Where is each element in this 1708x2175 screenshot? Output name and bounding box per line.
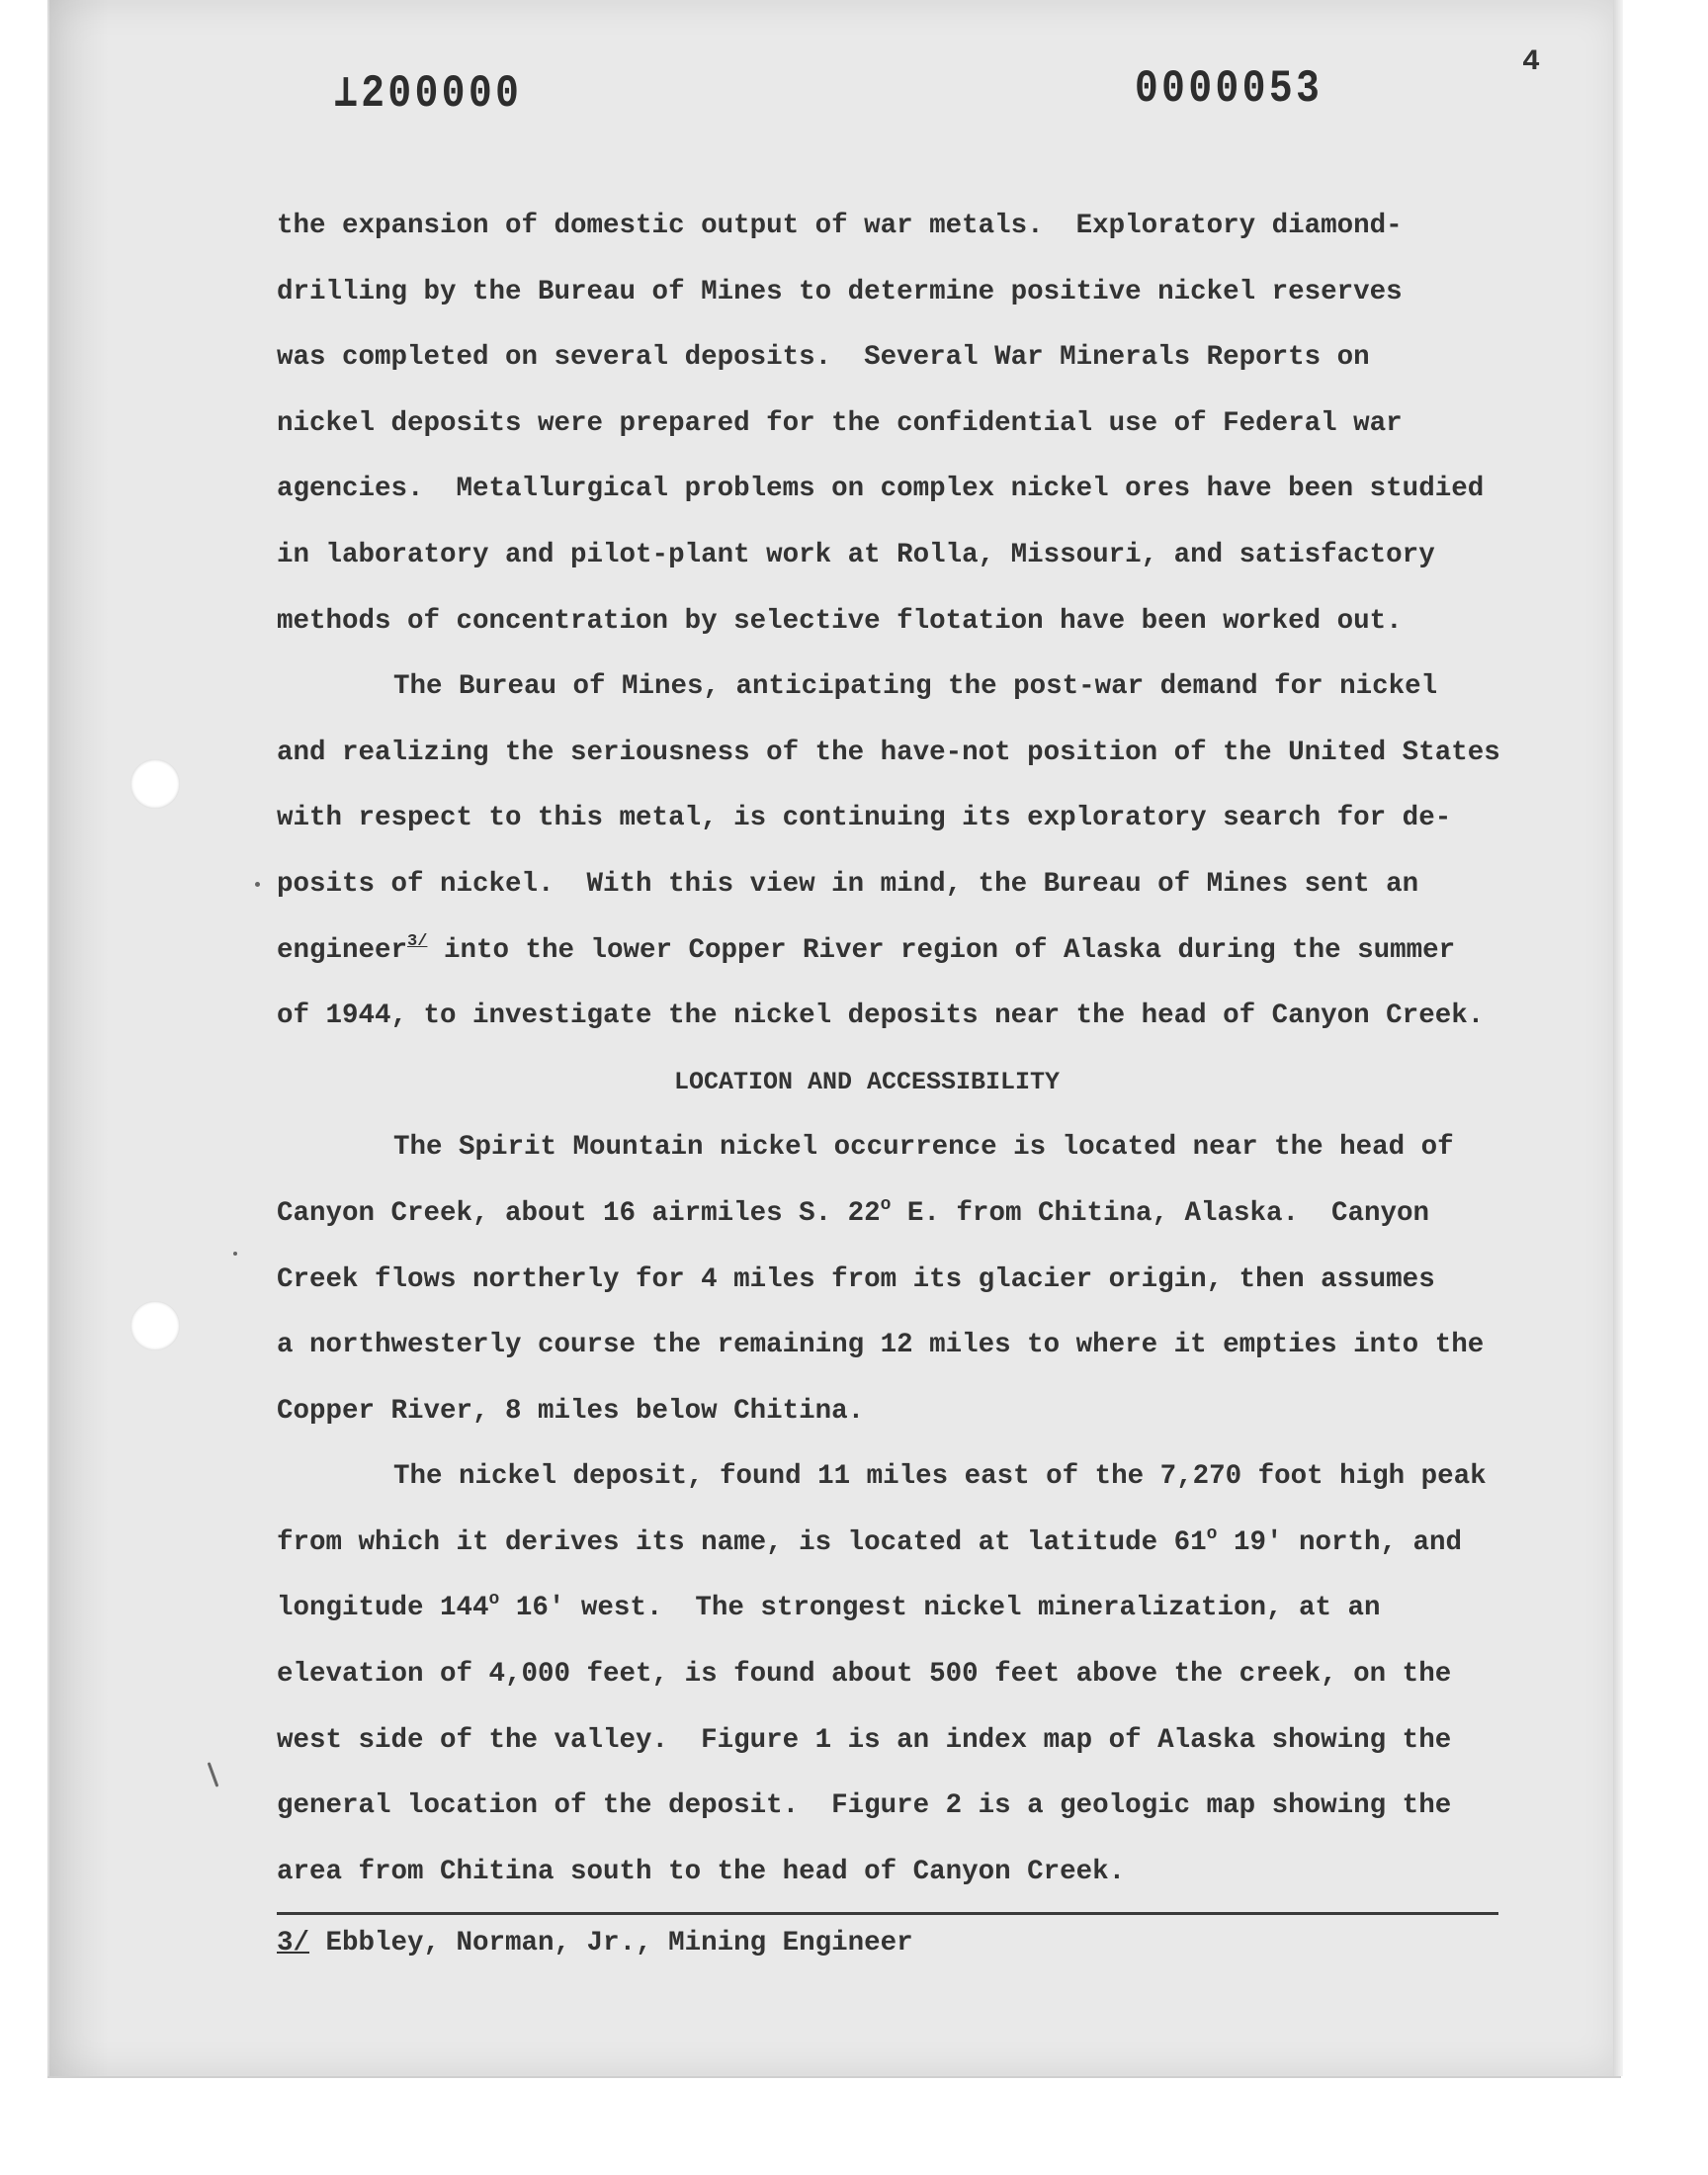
document-body [277, 194, 1532, 1905]
text-line: general location of the deposit. Figure 2 is a geologic map showing the [277, 1790, 1452, 1822]
text-line: The Bureau of Mines, anticipating the post-war demand for nickel [393, 671, 1438, 703]
text-fragment: 16' west. The strongest nickel mineralization, at an [499, 1593, 1381, 1624]
text-line [277, 918, 1532, 985]
text-line [277, 1576, 1532, 1642]
text-line: drilling by the Bureau of Mines to determine positive nickel reserves [277, 276, 1403, 307]
text-line: Creek flows northerly for 4 miles from its glacier origin, then assumes [277, 1263, 1435, 1295]
text-line: in laboratory and pilot-plant work at Rolla, Missouri, and satisfactory [277, 539, 1435, 570]
text-line: posits of nickel. With this view in mind, the Bureau of Mines sent an [277, 868, 1419, 900]
footnote [277, 1928, 913, 1958]
text-line: a northwesterly course the remaining 12 miles to where it empties into the [277, 1330, 1485, 1361]
text-line: the expansion of domestic output of war metals. Exploratory diamond- [277, 211, 1403, 241]
text-line: nickel deposits were prepared for the confidential use of Federal war [277, 407, 1403, 439]
text-fragment: longitude 144 [277, 1593, 489, 1624]
degree-symbol: o [1206, 1523, 1218, 1544]
text-fragment: from which it derives its name, is located at latitude 61 [277, 1526, 1207, 1558]
text-line: was completed on several deposits. Several War Minerals Reports on [277, 342, 1370, 374]
text-fragment: E. from Chitina, Alaska. Canyon [891, 1197, 1430, 1229]
text-line: The nickel deposit, found 11 miles east of the 7,270 foot high peak [393, 1461, 1487, 1493]
document-stamp-right: 0000053 [1135, 63, 1324, 115]
footnote-divider [277, 1912, 1498, 1915]
text-fragment: 19' north, and [1217, 1526, 1463, 1558]
page-edge [1613, 0, 1623, 2076]
text-line: with respect to this metal, is continuing its exploratory search for de- [277, 803, 1452, 834]
paper-speck [255, 882, 260, 887]
document-stamp-left: ⊥200000 [334, 68, 523, 120]
text-line: of 1944, to investigate the nickel deposits near the head of Canyon Creek. [277, 1000, 1485, 1032]
text-line: methods of concentration by selective flotation have been worked out. [277, 605, 1403, 637]
page-number: 4 [1522, 45, 1541, 79]
text-line: agencies. Metallurgical problems on complex nickel ores have been studied [277, 474, 1485, 505]
text-line [277, 1181, 1532, 1248]
degree-symbol: o [488, 1590, 500, 1610]
text-line: elevation of 4,000 feet, is found about 500 feet above the creek, on the [277, 1659, 1452, 1691]
text-fragment: Canyon Creek, about 16 airmiles S. 22 [277, 1197, 881, 1229]
paper-speck [233, 1252, 237, 1256]
text-fragment: engineer [277, 934, 408, 966]
text-line [277, 1511, 1532, 1577]
page-shadow [49, 0, 109, 2076]
text-line: and realizing the seriousness of the have-not position of the United States [277, 737, 1500, 768]
punch-hole [130, 1301, 180, 1350]
text-line: Copper River, 8 miles below Chitina. [277, 1395, 865, 1427]
text-line: area from Chitina south to the head of Canyon Creek. [277, 1856, 1126, 1887]
text-line: The Spirit Mountain nickel occurrence is located near the head of [393, 1132, 1454, 1164]
degree-symbol: o [880, 1194, 892, 1215]
punch-hole [130, 759, 180, 809]
text-fragment: into the lower Copper River region of Alaska during the summer [427, 934, 1456, 966]
section-heading: LOCATION AND ACCESSIBILITY [674, 1067, 1061, 1096]
text-line: west side of the valley. Figure 1 is an index map of Alaska showing the [277, 1724, 1452, 1756]
footnote-text: Ebbley, Norman, Jr., Mining Engineer [309, 1928, 913, 1958]
footnote-reference: 3/ [407, 931, 428, 951]
footnote-mark: 3/ [277, 1928, 310, 1958]
